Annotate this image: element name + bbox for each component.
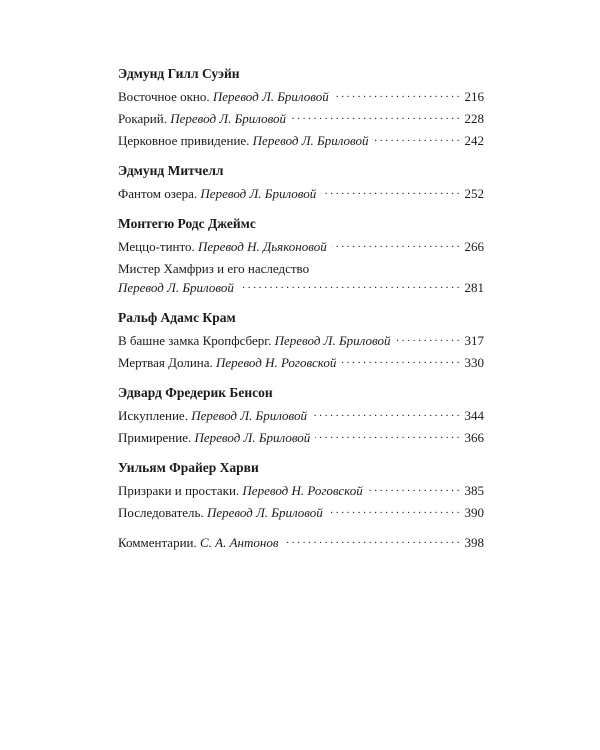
entry-page: 317 — [464, 333, 484, 348]
entry-translator: Перевод Н. Роговской — [242, 483, 363, 498]
entry-title: Искупление. — [118, 408, 188, 423]
leader-dots — [368, 482, 460, 495]
author-name: Эдмунд Митчелл — [118, 163, 224, 178]
entry-page: 252 — [464, 186, 484, 201]
entry-page: 330 — [464, 355, 484, 370]
entry-page: 398 — [464, 535, 484, 550]
author-name: Эдмунд Гилл Суэйн — [118, 66, 240, 81]
entry-translator: Перевод Н. Дьяконовой — [198, 239, 327, 254]
entry-translator: Перевод Л. Бриловой — [212, 89, 329, 104]
entry-page: 216 — [464, 89, 484, 104]
entry-title: Мертвая Долина. — [118, 355, 213, 370]
entry-translator: Перевод Л. Бриловой — [194, 430, 311, 445]
entry-translator: Перевод Л. Бриловой — [118, 280, 234, 295]
leader-dots — [315, 429, 459, 442]
entry-page: 385 — [464, 483, 484, 498]
entry-translator: Перевод Л. Бриловой — [191, 408, 308, 423]
entry-page: 390 — [464, 505, 484, 520]
entry-page: 266 — [464, 239, 484, 254]
entry-title: Комментарии. — [118, 535, 197, 550]
entry-page: 228 — [464, 111, 484, 126]
leader-dots — [321, 185, 459, 198]
toc-entry[interactable] — [118, 428, 484, 447]
author-name: Ральф Адамс Крам — [118, 310, 236, 325]
toc-entry[interactable] — [118, 237, 484, 256]
author-name: Эдвард Фредерик Бенсон — [118, 385, 273, 400]
entry-page: 242 — [464, 133, 484, 148]
entry-title: Меццо-тинто. — [118, 239, 195, 254]
leader-dots — [239, 279, 460, 292]
leader-dots — [312, 407, 459, 420]
toc-section-benson — [118, 383, 484, 447]
toc-entry[interactable] — [118, 406, 484, 425]
toc-section-harvey — [118, 458, 484, 522]
entry-title: Последователь. — [118, 505, 204, 520]
entry-translator: Перевод Л. Бриловой — [200, 186, 317, 201]
entry-title: Церковное привидение. — [118, 133, 250, 148]
leader-dots — [332, 238, 460, 251]
toc-entry[interactable] — [118, 131, 484, 150]
toc-entry-commentary[interactable] — [118, 533, 484, 552]
entry-translator: Перевод Л. Бриловой — [170, 111, 287, 126]
entry-title: Фантом озера. — [118, 186, 198, 201]
toc-section-swain — [118, 64, 484, 150]
entry-translator: Перевод Н. Роговской — [216, 355, 337, 370]
toc-entry[interactable] — [118, 353, 484, 372]
entry-translator: Перевод Л. Бриловой — [206, 505, 323, 520]
leader-dots — [395, 332, 459, 345]
entry-title: Мистер Хамфриз и его наследство — [118, 261, 310, 276]
leader-dots — [328, 504, 460, 517]
entry-title: Примирение. — [118, 430, 192, 445]
toc-entry[interactable] — [118, 503, 484, 522]
entry-translator: Перевод Л. Бриловой — [252, 133, 369, 148]
toc-entry[interactable] — [118, 109, 484, 128]
entry-author: С. А. Антонов — [199, 535, 279, 550]
entry-page: 281 — [464, 280, 484, 295]
author-name: Монтегю Родс Джеймс — [118, 216, 256, 231]
leader-dots — [283, 534, 459, 547]
entry-title: Восточное окно. — [118, 89, 210, 104]
toc-entry[interactable] — [118, 481, 484, 500]
entry-title: Призраки и простаки. — [118, 483, 240, 498]
entry-translator: Перевод Л. Бриловой — [274, 333, 391, 348]
toc-entry[interactable] — [118, 259, 484, 297]
toc-section-james — [118, 214, 484, 297]
toc-section-mitchell — [118, 161, 484, 203]
leader-dots — [374, 132, 460, 145]
entry-page: 344 — [464, 408, 484, 423]
table-of-contents — [118, 64, 484, 555]
toc-entry[interactable] — [118, 331, 484, 350]
entry-page: 366 — [464, 430, 484, 445]
author-name: Уильям Фрайер Харви — [118, 460, 259, 475]
entry-title: Рокарий. — [118, 111, 167, 126]
leader-dots — [291, 110, 459, 123]
toc-entry[interactable] — [118, 184, 484, 203]
leader-dots — [341, 354, 459, 367]
toc-entry[interactable] — [118, 87, 484, 106]
leader-dots — [334, 88, 460, 101]
entry-title: В башне замка Кропфсберг. — [118, 333, 272, 348]
toc-section-cram — [118, 308, 484, 372]
